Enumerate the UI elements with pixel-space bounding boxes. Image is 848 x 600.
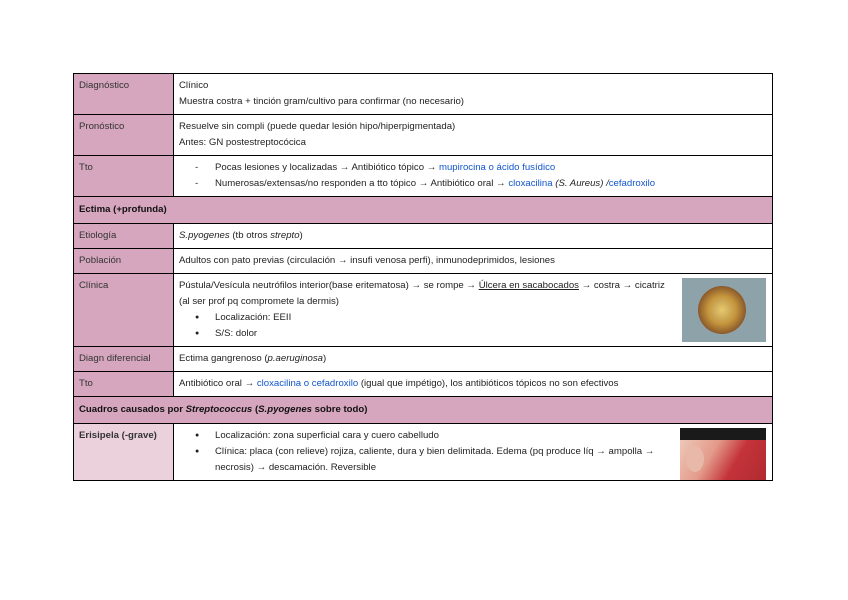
content-tto: Antibiótico oral → cloxacilina o cefadroxilo (igual que impétigo), los antibióticos tópicos no son efectivos <box>174 372 773 397</box>
row-etiologia <box>74 224 773 249</box>
row-tto-impetigo <box>74 156 773 197</box>
erysipelas-photo <box>680 428 766 480</box>
list-item: ● Localización: EEII <box>179 310 767 326</box>
text-line: Clínico <box>179 80 209 91</box>
erisipela-list <box>179 428 767 476</box>
list-item: - Pocas lesiones y localizadas → Antibiótico tópico → mupirocina o ácido fusídico <box>179 160 767 176</box>
text-line: Resuelve sin compli (puede quedar lesión hipo/hiperpigmentada) <box>179 121 456 132</box>
content-etiologia: S.pyogenes (tb otros strepto) <box>174 224 773 249</box>
row-cuadros-header <box>74 397 773 424</box>
label-erisipela: Erisipela (-grave) <box>74 424 174 481</box>
label-etiologia: Etiología <box>74 224 174 249</box>
content-clinica <box>174 274 773 347</box>
row-pronostico <box>74 115 773 156</box>
clinica-text: Pústula/Vesícula neutrófilos interior(base eritematosa) → se rompe → Úlcera en sacabocados → costra → cicatriz (al ser prof pq compromete la dermis) <box>179 280 665 307</box>
label-tto: Tto <box>74 156 174 197</box>
link-cloxacilina-cefadroxilo[interactable]: cloxacilina o cefadroxilo <box>256 378 359 389</box>
content-poblacion: Adultos con pato previas (circulación → insufi venosa perfi), inmunodeprimidos, lesiones <box>174 249 773 274</box>
row-clinica <box>74 274 773 347</box>
text-line: Muestra costra + tinción gram/cultivo para confirmar (no necesario) <box>179 96 464 107</box>
notes-table <box>73 73 773 481</box>
row-tto-ectima <box>74 372 773 397</box>
tto-list <box>179 160 767 192</box>
label-poblacion: Población <box>74 249 174 274</box>
link-cloxacilina[interactable]: cloxacilina <box>508 178 553 189</box>
content-tto <box>174 156 773 197</box>
row-diagn-diferencial <box>74 347 773 372</box>
text-line: Antes: GN postestreptocócica <box>179 137 306 148</box>
label-tto: Tto <box>74 372 174 397</box>
clinica-list <box>179 310 767 342</box>
section-header-cuadros: Cuadros causados por Streptococcus (S.pyogenes sobre todo) <box>74 397 773 424</box>
list-item: ● Clínica: placa (con relieve) rojiza, caliente, dura y bien delimitada. Edema (pq produce líq → ampolla → necrosis) → descamación. Reversible <box>179 444 671 476</box>
row-erisipela <box>74 424 773 481</box>
link-cefadroxilo[interactable]: cefadroxilo <box>608 178 656 189</box>
content-erisipela <box>174 424 773 481</box>
content-diagnostico <box>174 74 773 115</box>
list-item: ● S/S: dolor <box>179 326 767 342</box>
label-diagn-diferencial: Diagn diferencial <box>74 347 174 372</box>
content-diagn-diferencial: Ectima gangrenoso (p.aeruginosa) <box>174 347 773 372</box>
link-mupirocina[interactable]: mupirocina o ácido fusídico <box>438 162 556 173</box>
ulcer-photo <box>682 278 766 342</box>
list-item: ● Localización: zona superficial cara y cuero cabelludo <box>179 428 671 444</box>
row-ectima-header <box>74 197 773 224</box>
label-diagnostico: Diagnóstico <box>74 74 174 115</box>
content-pronostico <box>174 115 773 156</box>
label-pronostico: Pronóstico <box>74 115 174 156</box>
section-header-ectima: Ectima (+profunda) <box>74 197 773 224</box>
row-poblacion <box>74 249 773 274</box>
list-item: - Numerosas/extensas/no responden a tto tópico → Antibiótico oral → cloxacilina (S. Aureus) /cefadroxilo <box>179 176 767 192</box>
row-diagnostico <box>74 74 773 115</box>
label-clinica: Clínica <box>74 274 174 347</box>
